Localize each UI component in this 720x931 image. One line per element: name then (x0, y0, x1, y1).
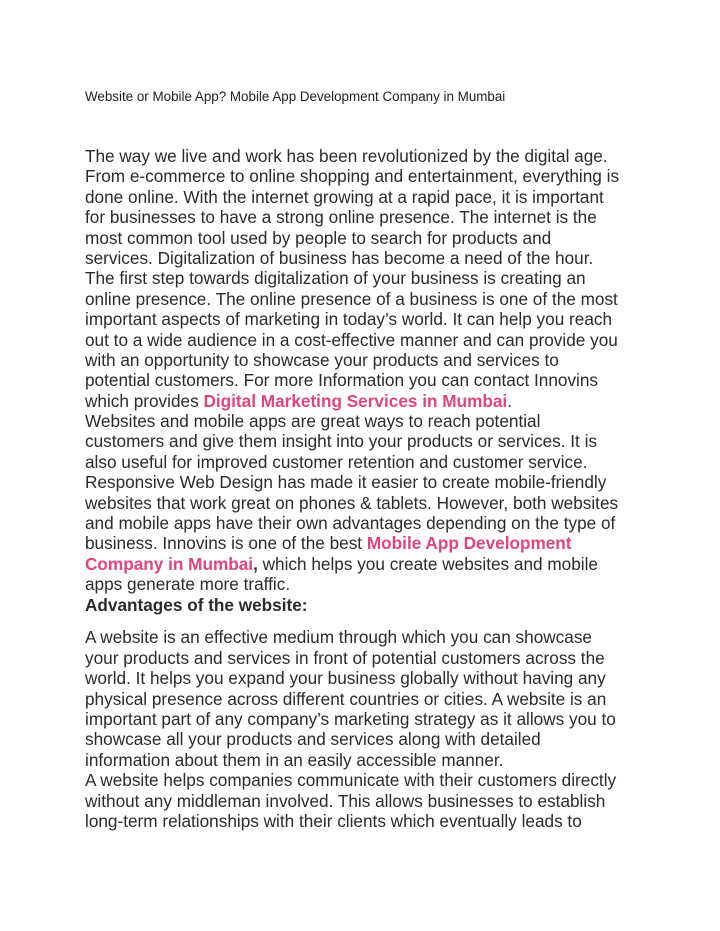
body-line: services. Digitalization of business has become a need of the hour. (85, 247, 594, 268)
digital-marketing-link[interactable]: Digital Marketing Services in Mumbai (203, 390, 508, 411)
body-line: The way we live and work has been revolutionized by the digital age. (85, 146, 608, 166)
body-line: with an opportunity to showcase your products and services to (85, 349, 559, 370)
body-line: The first step towards digitalization of your business is creating an (85, 268, 586, 289)
paragraph-gap (85, 615, 645, 628)
body-line: online presence. The online presence of a business is one of the most (85, 288, 618, 309)
body-line: potential customers. For more Information you can contact Innovins (85, 370, 599, 391)
section-heading: Advantages of the website: (85, 594, 308, 615)
body-line: showcase all your products and services along with detailed (85, 729, 541, 750)
document-title: Website or Mobile App? Mobile App Development Company in Mumbai (85, 89, 506, 104)
link-prefix-text: which provides (85, 390, 204, 411)
body-line: world. It helps you expand your business globally without having any (85, 668, 606, 689)
mobile-app-development-link-continued[interactable]: Company in Mumbai (85, 553, 254, 574)
body-line: Websites and mobile apps are great ways to reach potential (85, 411, 541, 432)
body-line: Responsive Web Design has made it easier to create mobile-friendly (85, 472, 607, 493)
mobile-app-development-link[interactable]: Mobile App Development (366, 533, 572, 554)
body-line: most common tool used by people to search for products and (85, 227, 552, 248)
body-line: websites that work great on phones & tablets. However, both websites (85, 492, 619, 513)
body-line-with-link (85, 391, 645, 411)
body-line-with-link (85, 554, 645, 574)
body-line: for businesses to have a strong online presence. The internet is the (85, 207, 597, 228)
body-line: and mobile apps have their own advantages depending on the type of (85, 513, 616, 534)
body-line: From e-commerce to online shopping and entertainment, everything is (85, 166, 620, 187)
body-line: physical presence across different countries or cities. A website is an (85, 688, 607, 709)
body-line: A website helps companies communicate with their customers directly (85, 770, 617, 791)
body-line: customers and give them insight into your products or services. It is (85, 431, 598, 452)
document-body (85, 146, 645, 831)
body-line: out to a wide audience in a cost-effective manner and can provide you (85, 329, 618, 350)
link-comma: , (253, 553, 258, 574)
link-suffix-text: which helps you create websites and mobile (257, 553, 598, 574)
link-prefix-text: business. Innovins is one of the best (85, 533, 367, 554)
body-line: done online. With the internet growing at a rapid pace, it is important (85, 186, 604, 207)
body-line: apps generate more traffic. (85, 574, 291, 595)
body-line: important aspects of marketing in today’s world. It can help you reach (85, 309, 613, 330)
body-line: A website is an effective medium through which you can showcase (85, 627, 592, 648)
body-line: important part of any company’s marketing strategy as it allows you to (85, 709, 616, 730)
body-line: also useful for improved customer retention and customer service. (85, 451, 588, 472)
body-line: your products and services in front of potential customers across the (85, 647, 605, 668)
body-line: information about them in an easily accessible manner. (85, 749, 504, 770)
body-line-with-link (85, 533, 645, 553)
body-line: long-term relationships with their clients which eventually leads to (85, 811, 582, 831)
link-suffix-text: . (507, 390, 512, 411)
body-line: without any middleman involved. This allows businesses to establish (85, 790, 606, 811)
